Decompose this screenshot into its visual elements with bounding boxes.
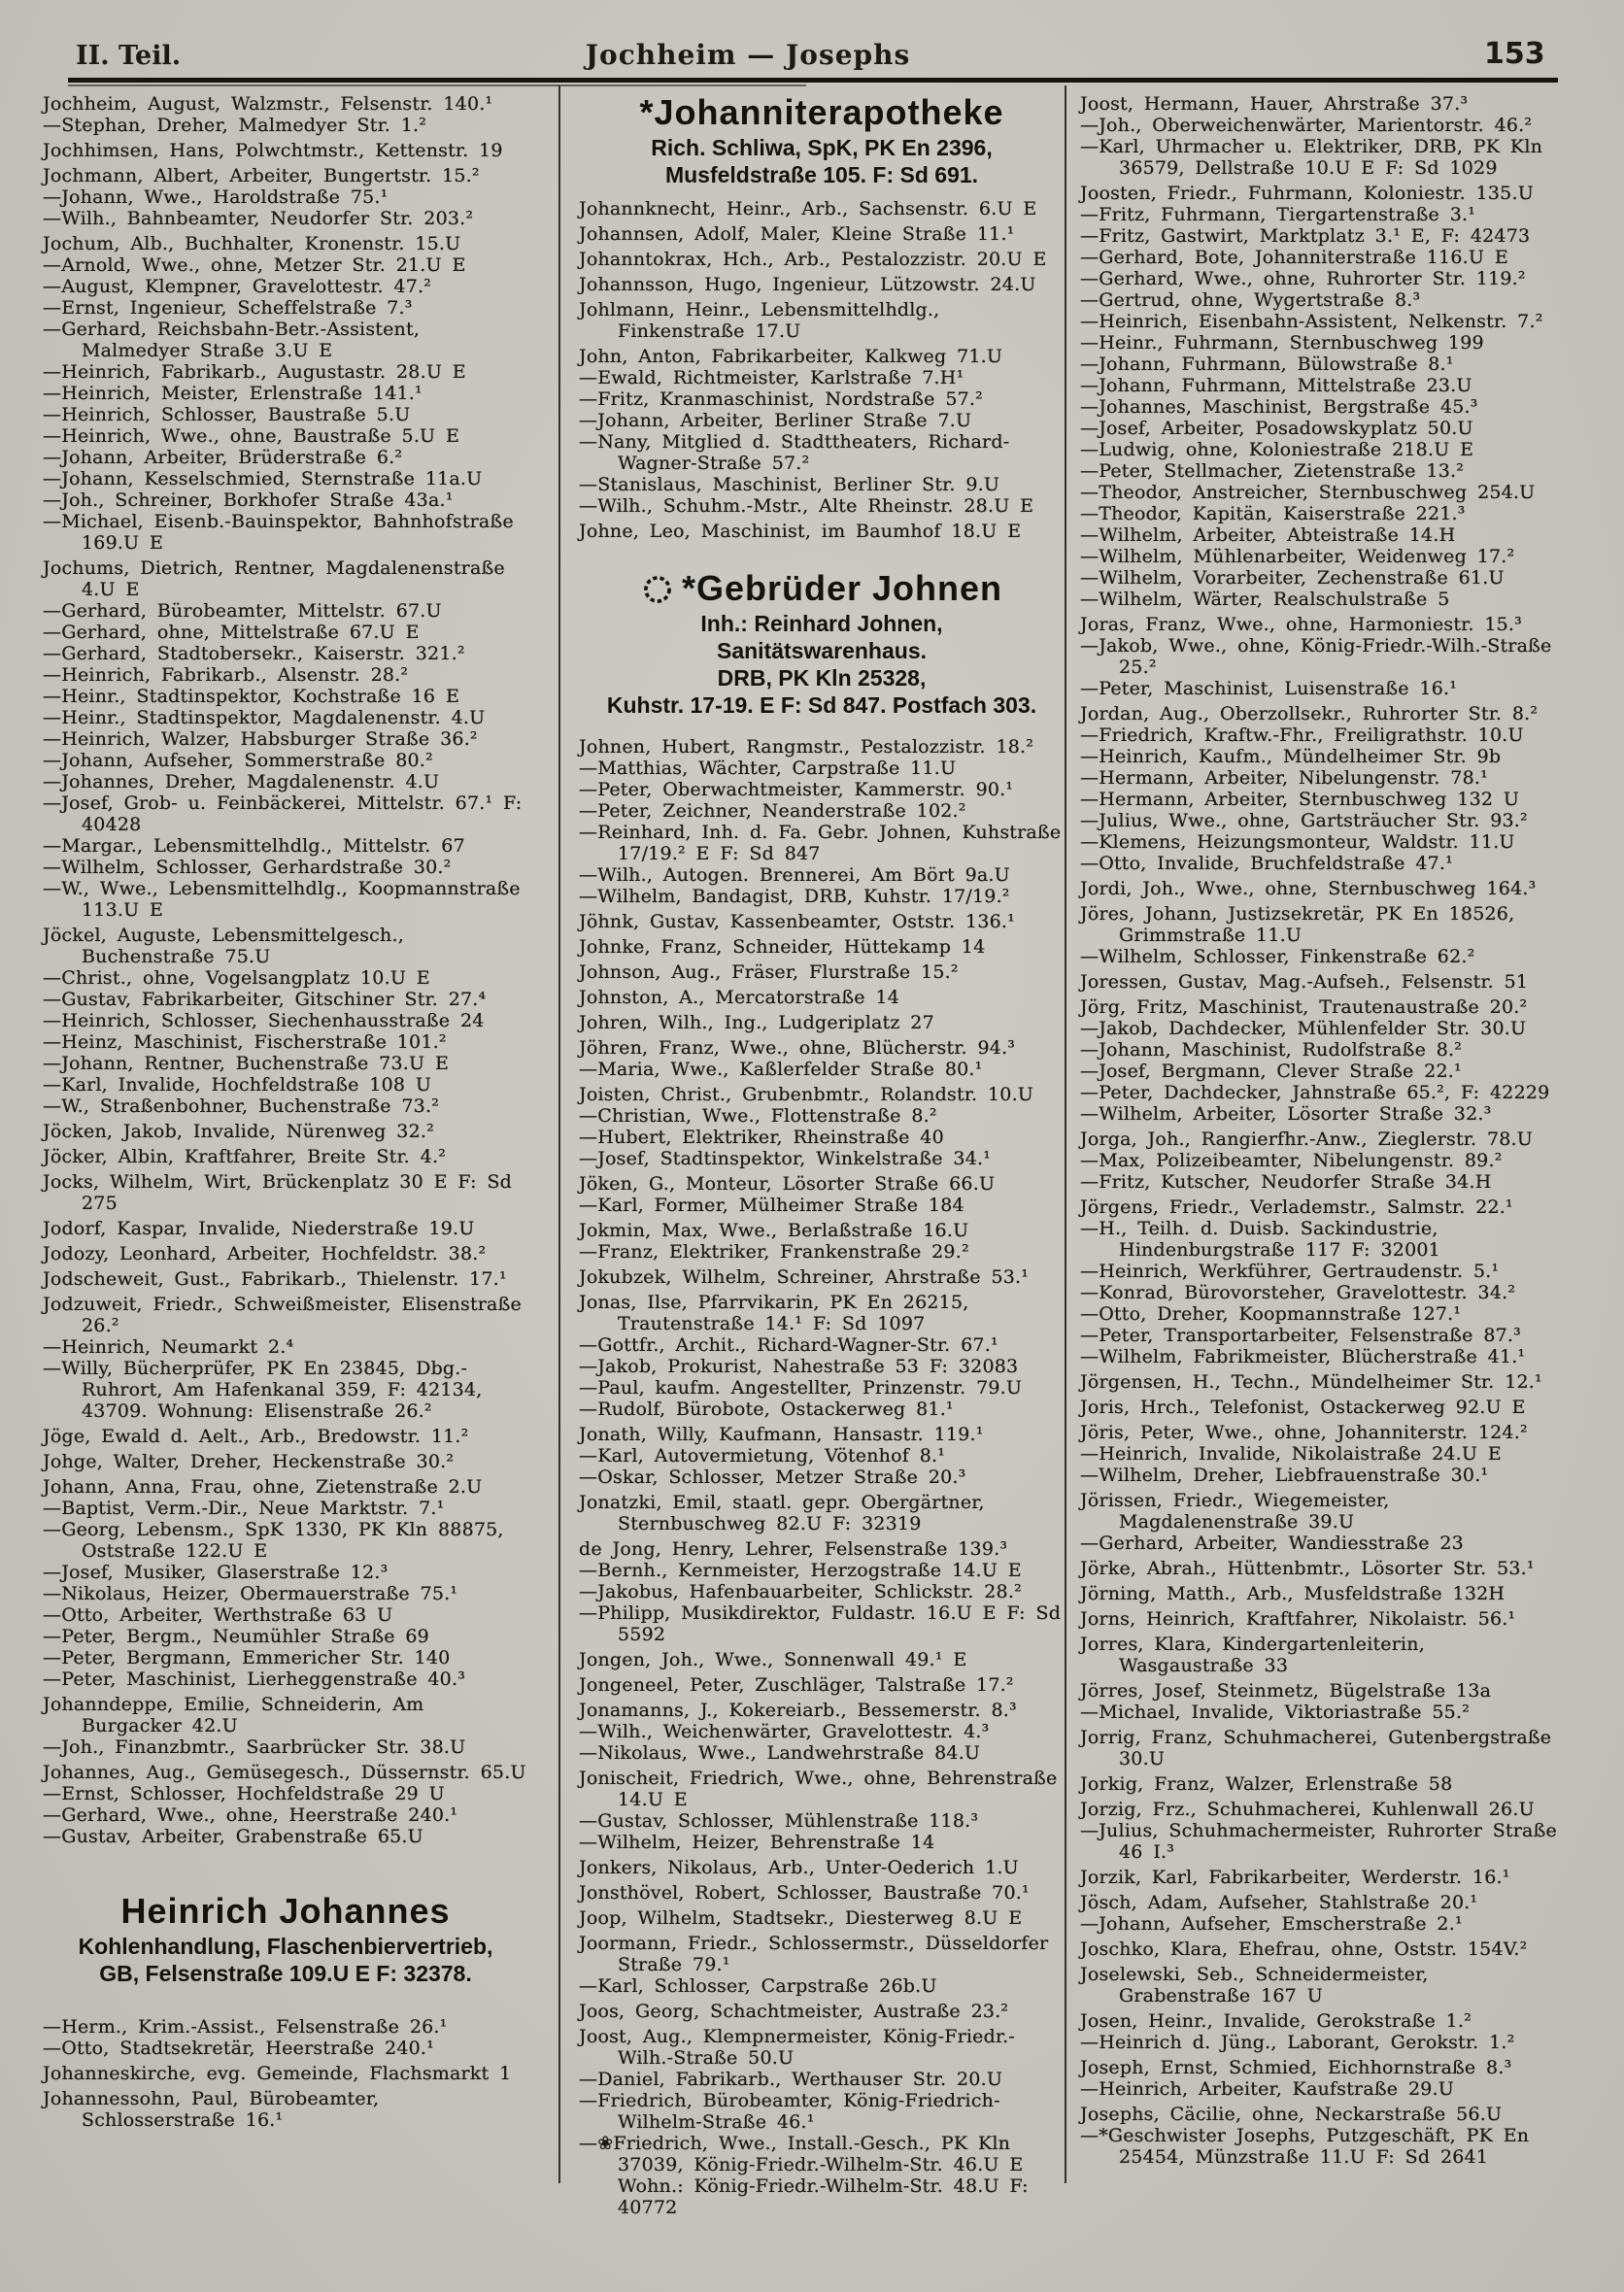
directory-entry: Joras, Franz, Wwe., ohne, Harmoniestr. 15.³ (1080, 614, 1522, 635)
directory-entry: —Josef, Musiker, Glaserstraße 12.³ (43, 1562, 389, 1583)
directory-entry: —Wilhelm, Heizer, Behrenstraße 14 (579, 1832, 935, 1853)
directory-entry: —Heinrich, Neumarkt 2.⁴ (43, 1336, 294, 1358)
directory-entry: —Fritz, Kranmaschinist, Nordstraße 57.² (579, 388, 983, 410)
directory-entry: —Josef, Stadtinspektor, Winkelstraße 34.¹ (579, 1148, 992, 1169)
directory-entry: —Wilhelm, Wärter, Realschulstraße 5 (1080, 589, 1450, 610)
page-section-label: II. Teil. (76, 41, 182, 71)
directory-entry: Jöris, Peter, Wwe., ohne, Johanniterstr. 124.² (1080, 1422, 1528, 1443)
directory-entry: —Heinrich, Invalide, Nikolaistraße 24.U E (1080, 1443, 1502, 1465)
directory-entry: —Wilhelm, Dreher, Liebfrauenstraße 30.¹ (1080, 1465, 1489, 1486)
directory-entry: —Johannes, Dreher, Magdalenenstr. 4.U (43, 771, 440, 792)
directory-entry: —Gerhard, Reichsbahn-Betr.-Assistent, Malmedyer Straße 3.U E (43, 319, 421, 361)
directory-entry: Johanneskirche, evg. Gemeinde, Flachsmarkt 1 (43, 2063, 512, 2084)
directory-entry: —Joh., Schreiner, Borkhofer Straße 43a.¹ (43, 489, 454, 511)
header-rule (68, 78, 1558, 83)
directory-entry: Jochmann, Albert, Arbeiter, Bungertstr. 15.² (43, 165, 480, 186)
directory-entry: Jöhnk, Gustav, Kassenbeamter, Oststr. 136.¹ (579, 911, 1015, 932)
ad-line: Sanitätswarenhaus. (716, 638, 928, 663)
directory-entry: —Heinr., Stadtinspektor, Magdalenenstr. 4.U (43, 707, 486, 728)
directory-entry: Jörgensen, H., Techn., Mündelheimer Str. 12.¹ (1080, 1371, 1542, 1393)
directory-entry: —Heinrich, Werkführer, Gertraudenstr. 5.¹ (1080, 1261, 1500, 1282)
column-divider-2 (1065, 85, 1066, 2183)
directory-entry: —Jakob, Prokurist, Nahestraße 53 F: 32083 (579, 1356, 1019, 1377)
directory-entry: Jonischeit, Friedrich, Wwe., ohne, Behrenstraße 14.U E (579, 1768, 1058, 1810)
directory-entry: —Julius, Wwe., ohne, Gartsträucher Str. 93.² (1080, 810, 1528, 831)
directory-entry: Johannsson, Hugo, Ingenieur, Lützowstr. 24.U (579, 274, 1036, 295)
directory-entry: —Heinrich, Kaufm., Mündelheimer Str. 9b (1080, 746, 1502, 767)
ad-line: *Gebrüder Johnen (579, 567, 1065, 610)
directory-entry: —Hermann, Arbeiter, Nibelungenstr. 78.¹ (1080, 767, 1488, 789)
directory-entry: —Margar., Lebensmittelhdlg., Mittelstr. 67 (43, 835, 465, 857)
directory-entry: Joris, Hrch., Telefonist, Ostackerweg 92.U E (1080, 1397, 1526, 1418)
directory-entry: —Gerhard, Bürobeamter, Mittelstr. 67.U (43, 600, 442, 622)
directory-entry: —Gottfr., Archit., Richard-Wagner-Str. 67.¹ (579, 1334, 998, 1356)
directory-entry: —Christian, Wwe., Flottenstraße 8.² (579, 1105, 937, 1127)
directory-entry: Jonsthövel, Robert, Schlosser, Baustraße 70.¹ (579, 1882, 1030, 1904)
column-2 (579, 89, 1065, 2218)
directory-entry: Jörning, Matth., Arb., Musfeldstraße 132H (1080, 1583, 1506, 1604)
directory-entry: —Peter, Maschinist, Lierheggenstraße 40.³ (43, 1668, 466, 1690)
directory-entry: Jodscheweit, Gust., Fabrikarb., Thielenstr. 17.¹ (43, 1268, 507, 1290)
directory-entry: Jongeneel, Peter, Zuschläger, Talstraße 17.² (579, 1674, 1014, 1696)
directory-entry: —Wilh., Autogen. Brennerei, Am Bört 9a.U (579, 864, 1010, 886)
directory-entry: —August, Klempner, Gravelottestr. 47.² (43, 276, 432, 297)
ad-heinrich-johannes (43, 1890, 528, 1987)
directory-entry: Jösch, Adam, Aufseher, Stahlstraße 20.¹ (1080, 1892, 1478, 1913)
ad-line: Kuhstr. 17-19. E F: Sd 847. Postfach 303. (606, 692, 1037, 718)
directory-entry: —Gerhard, Wwe., ohne, Heerstraße 240.¹ (43, 1804, 458, 1826)
directory-entry: —Philipp, Musikdirektor, Fuldastr. 16.U E F: Sd 5592 (579, 1602, 1062, 1645)
directory-entry: de Jong, Henry, Lehrer, Felsenstraße 139.³ (579, 1538, 1008, 1560)
directory-entry: —Peter, Maschinist, Luisenstraße 16.¹ (1080, 678, 1458, 699)
directory-entry: —Ludwig, ohne, Koloniestraße 218.U E (1080, 439, 1474, 460)
directory-entry: Johnke, Franz, Schneider, Hüttekamp 14 (579, 936, 986, 958)
directory-entry: —Wilhelm, Vorarbeiter, Zechenstraße 61.U (1080, 567, 1505, 589)
directory-entry: Jöres, Johann, Justizsekretär, PK En 18526, Grimmstraße 11.U (1080, 903, 1515, 946)
directory-entry: —Jakobus, Hafenbauarbeiter, Schlickstr. 28.² (579, 1581, 1022, 1602)
directory-entry: Joseph, Ernst, Schmied, Eichhornstraße 8.³ (1080, 2057, 1512, 2078)
directory-entry: —Hermann, Arbeiter, Sternbuschweg 132 U (1080, 789, 1520, 810)
directory-entry: Jöken, G., Monteur, Lösorter Straße 66.U (579, 1173, 996, 1195)
directory-entry: —Johannes, Maschinist, Bergstraße 45.³ (1080, 396, 1478, 418)
directory-entry: Jochheim, August, Walzmstr., Felsenstr. 140.¹ (43, 93, 493, 115)
directory-entry: —Peter, Zeichner, Neanderstraße 102.² (579, 800, 966, 822)
directory-entry: —Johann, Maschinist, Rudolfstraße 8.² (1080, 1039, 1463, 1061)
directory-entry: John, Anton, Fabrikarbeiter, Kalkweg 71.U (579, 346, 1003, 367)
directory-entry: —Wilh., Bahnbeamter, Neudorfer Str. 203.² (43, 208, 474, 229)
directory-entry: Jochum, Alb., Buchhalter, Kronenstr. 15.U (43, 233, 461, 254)
directory-entry: —Michael, Eisenb.-Bauinspektor, Bahnhofstraße 169.U E (43, 511, 514, 554)
directory-entry: —Otto, Dreher, Koopmannstraße 127.¹ (1080, 1303, 1462, 1325)
directory-entry: Jonkers, Nikolaus, Arb., Unter-Oederich 1.U (579, 1857, 1019, 1878)
ad-line: DRB, PK Kln 25328, (717, 665, 927, 691)
directory-entry: —Bernh., Kernmeister, Herzogstraße 14.U E (579, 1560, 1022, 1581)
directory-entry: Jodozy, Leonhard, Arbeiter, Hochfeldstr. 38.² (43, 1243, 487, 1264)
directory-entry: Jöhren, Franz, Wwe., ohne, Blücherstr. 94.³ (579, 1037, 1016, 1059)
directory-entry: —Gustav, Schlosser, Mühlenstraße 118.³ (579, 1810, 979, 1832)
directory-entry: —Jakob, Dachdecker, Mühlenfelder Str. 30.U (1080, 1018, 1527, 1039)
directory-entry: Jonamanns, J., Kokereiarb., Bessemerstr. 8.³ (579, 1700, 1017, 1721)
directory-entry: —Wilhelm, Schlosser, Gerhardstraße 30.² (43, 857, 452, 878)
directory-entry: —Wilhelm, Arbeiter, Lösorter Straße 32.³ (1080, 1103, 1492, 1125)
directory-entry: —Gerhard, Arbeiter, Wandiesstraße 23 (1080, 1533, 1464, 1554)
directory-entry: —Josef, Bergmann, Clever Straße 22.¹ (1080, 1061, 1462, 1082)
directory-entry: Johannknecht, Heinr., Arb., Sachsenstr. 6.U E (579, 198, 1037, 219)
directory-entry: —Joh., Oberweichenwärter, Marientorstr. 46.² (1080, 115, 1533, 136)
directory-entry: Jöcker, Albin, Kraftfahrer, Breite Str. 4.² (43, 1146, 447, 1167)
directory-entry: Johlmann, Heinr., Lebensmittelhdlg., Finkenstraße 17.U (579, 299, 940, 342)
directory-entry: —Johann, Fuhrmann, Bülowstraße 8.¹ (1080, 354, 1454, 375)
directory-entry: —Arnold, Wwe., ohne, Metzer Str. 21.U E (43, 254, 466, 276)
directory-entry: —W., Straßenbohner, Buchenstraße 73.² (43, 1095, 440, 1117)
directory-entry: Jöckel, Auguste, Lebensmittelgesch., Buchenstraße 75.U (43, 925, 404, 967)
directory-entry: —Konrad, Bürovorsteher, Gravelottestr. 34.² (1080, 1282, 1516, 1303)
directory-entry: Josen, Heinr., Invalide, Gerokstraße 1.² (1080, 2010, 1472, 2032)
directory-entry: —Johann, Arbeiter, Brüderstraße 6.² (43, 447, 403, 468)
directory-entry: —Herm., Krim.-Assist., Felsenstraße 26.¹ (43, 2016, 448, 2038)
directory-entry: Jodorf, Kaspar, Invalide, Niederstraße 19.U (43, 1218, 475, 1239)
directory-entry: —Heinrich, Fabrikarb., Augustastr. 28.U E (43, 361, 466, 383)
ad-gebrueder-johnen (579, 567, 1065, 719)
directory-entry: —Nany, Mitglied d. Stadttheaters, Richard-Wagner-Straße 57.² (579, 431, 1010, 474)
directory-entry: —Gerhard, Wwe., ohne, Ruhrorter Str. 119.² (1080, 268, 1526, 289)
directory-entry: —Fritz, Kutscher, Neudorfer Straße 34.H (1080, 1171, 1492, 1193)
directory-entry: Johann, Anna, Frau, ohne, Zietenstraße 2.U (43, 1476, 483, 1498)
directory-entry: Joormann, Friedr., Schlossermstr., Düsseldorfer Straße 79.¹ (579, 1933, 1049, 1975)
directory-entry: —Heinrich, Schlosser, Baustraße 5.U (43, 404, 411, 425)
directory-entry: —Otto, Arbeiter, Werthstraße 63 U (43, 1604, 393, 1626)
directory-entry: Jokmin, Max, Wwe., Berlaßstraße 16.U (579, 1220, 969, 1241)
directory-entry: Joselewski, Seb., Schneidermeister, Grabenstraße 167 U (1080, 1964, 1429, 2006)
directory-entry: —Gerhard, Bote, Johanniterstraße 116.U E (1080, 247, 1508, 268)
directory-entry: —*Geschwister Josephs, Putzgeschäft, PK En 25454, Münzstraße 11.U F: Sd 2641 (1080, 2125, 1530, 2168)
directory-entry: —Michael, Invalide, Viktoriastraße 55.² (1080, 1702, 1471, 1723)
directory-entry: —Peter, Oberwachtmeister, Kammerstr. 90.¹ (579, 779, 1014, 800)
directory-entry: —Nikolaus, Wwe., Landwehrstraße 84.U (579, 1742, 981, 1764)
directory-entry: —Klemens, Heizungsmonteur, Waldstr. 11.U (1080, 831, 1515, 853)
ad-line: Kohlenhandlung, Flaschenbiervertrieb, (78, 1934, 493, 1959)
directory-entry: Johne, Leo, Maschinist, im Baumhof 18.U E (579, 521, 1022, 542)
directory-entry: Jochums, Dietrich, Rentner, Magdalenenstraße 4.U E (43, 557, 505, 600)
directory-entry: Jorzik, Karl, Fabrikarbeiter, Werderstr. 16.¹ (1080, 1867, 1510, 1888)
directory-entry: —Willy, Bücherprüfer, PK En 23845, Dbg.-Ruhrort, Am Hafenkanal 359, F: 42134, 43709. Wohnung: Elisenstraße 26.² (43, 1358, 483, 1422)
directory-entry: —Otto, Invalide, Bruchfeldstraße 47.¹ (1080, 853, 1453, 874)
directory-entry: —Stephan, Dreher, Malmedyer Str. 1.² (43, 115, 427, 136)
ad-line: GB, Felsenstraße 109.U E F: 32378. (99, 1961, 472, 1986)
ad-line: Heinrich Johannes (120, 1891, 451, 1931)
directory-entry: —Gustav, Fabrikarbeiter, Gitschiner Str. 27.⁴ (43, 989, 487, 1010)
directory-entry: —Theodor, Anstreicher, Sternbuschweg 254.U (1080, 482, 1536, 503)
directory-entry: Jodzuweit, Friedr., Schweißmeister, Elisenstraße 26.² (43, 1294, 522, 1336)
directory-entry: —Wilhelm, Fabrikmeister, Blücherstraße 41.¹ (1080, 1346, 1526, 1367)
page-title: Jochheim — Josephs (585, 39, 911, 71)
directory-entry: Jöge, Ewald d. Aelt., Arb., Bredowstr. 11.² (43, 1426, 469, 1447)
directory-entry: —Paul, kaufm. Angestellter, Prinzenstr. 79.U (579, 1377, 1023, 1399)
directory-entry: Josephs, Cäcilie, ohne, Neckarstraße 56.U (1080, 2104, 1503, 2125)
directory-entry: —Ernst, Ingenieur, Scheffelstraße 7.³ (43, 297, 413, 319)
ad-line: *Johanniterapotheke (639, 92, 1004, 132)
directory-entry: Joisten, Christ., Grubenbmtr., Rolandstr. 10.U (579, 1084, 1034, 1105)
directory-entry: —Wilhelm, Schlosser, Finkenstraße 62.² (1080, 946, 1475, 967)
directory-entry: —Max, Polizeibeamter, Nibelungenstr. 89.² (1080, 1150, 1503, 1171)
directory-entry: —Rudolf, Bürobote, Ostackerweg 81.¹ (579, 1399, 954, 1420)
directory-entry: Jörres, Josef, Steinmetz, Bügelstraße 13a (1080, 1680, 1492, 1702)
directory-entry: —Friedrich, Kraftw.-Fhr., Freiligrathstr. 10.U (1080, 725, 1524, 746)
column-3 (1080, 89, 1566, 2168)
directory-entry: Jonatzki, Emil, staatl. gepr. Obergärtner, Sternbuschweg 82.U F: 32319 (579, 1492, 985, 1534)
directory-entry: —Gerhard, ohne, Mittelstraße 67.U E (43, 622, 420, 643)
directory-entry: Jorga, Joh., Rangierfhr.-Anw., Zieglerstr. 78.U (1080, 1129, 1533, 1150)
page-number: 153 (1484, 37, 1545, 71)
directory-entry: —❀Friedrich, Wwe., Install.-Gesch., PK Kln 37039, König-Friedr.-Wilhelm-Str. 46.U E Wohn.: König-Friedr.-Wilhelm-Str. 48.U F: 40772 (579, 2133, 1029, 2218)
directory-entry: Joressen, Gustav, Mag.-Aufseh., Felsenstr. 51 (1080, 971, 1529, 993)
directory-entry: Joosten, Friedr., Fuhrmann, Koloniestr. 135.U (1080, 183, 1534, 204)
directory-entry: —Stanislaus, Maschinist, Berliner Str. 9.U (579, 474, 1000, 495)
directory-entry: —Karl, Former, Mülheimer Straße 184 (579, 1195, 964, 1216)
directory-entry: —Karl, Schlosser, Carpstraße 26b.U (579, 1975, 937, 1997)
directory-entry: —Joh., Finanzbmtr., Saarbrücker Str. 38.U (43, 1736, 466, 1758)
directory-entry: —Baptist, Verm.-Dir., Neue Marktstr. 7.¹ (43, 1498, 445, 1519)
directory-entry: Joos, Georg, Schachtmeister, Austraße 23.² (579, 2001, 1009, 2022)
directory-entry: Jorzig, Frz., Schuhmacherei, Kuhlenwall 26.U (1080, 1799, 1535, 1820)
directory-entry: —H., Teilh. d. Duisb. Sackindustrie, Hindenburgstraße 117 F: 32001 (1080, 1218, 1440, 1261)
directory-entry: —Peter, Dachdecker, Jahnstraße 65.², F: 42229 (1080, 1082, 1550, 1103)
directory-entry: —Peter, Stellmacher, Zietenstraße 13.² (1080, 460, 1465, 482)
directory-entry: —Maria, Wwe., Kaßlerfelder Straße 80.¹ (579, 1059, 983, 1080)
directory-entry: Jörke, Abrah., Hüttenbmtr., Lösorter Str. 53.¹ (1080, 1558, 1535, 1579)
directory-entry: —Heinrich, Walzer, Habsburger Straße 36.² (43, 728, 478, 750)
directory-entry: —Reinhard, Inh. d. Fa. Gebr. Johnen, Kuhstraße 17/19.² E F: Sd 847 (579, 822, 1062, 864)
directory-entry: —Gustav, Arbeiter, Grabenstraße 65.U (43, 1826, 423, 1847)
directory-entry: —Franz, Elektriker, Frankenstraße 29.² (579, 1241, 969, 1263)
ad-line: Musfeldstraße 105. F: Sd 691. (664, 162, 979, 187)
directory-entry: Jorns, Heinrich, Kraftfahrer, Nikolaistr. 56.¹ (1080, 1608, 1516, 1630)
directory-entry: —Johann, Aufseher, Emscherstraße 2.¹ (1080, 1913, 1463, 1935)
directory-entry: —Johann, Rentner, Buchenstraße 73.U E (43, 1053, 450, 1074)
wreath-icon (641, 573, 674, 606)
directory-entry: —Otto, Stadtsekretär, Heerstraße 240.¹ (43, 2038, 434, 2059)
directory-entry: Johannessohn, Paul, Bürobeamter, Schlosserstraße 16.¹ (43, 2088, 380, 2131)
directory-entry: Joop, Wilhelm, Stadtsekr., Diesterweg 8.U E (579, 1907, 1023, 1929)
directory-entry: —Peter, Bergmann, Emmericher Str. 140 (43, 1647, 451, 1668)
directory-entry: —Heinrich, Meister, Erlenstraße 141.¹ (43, 383, 423, 404)
directory-entry: Jocks, Wilhelm, Wirt, Brückenplatz 30 E F: Sd 275 (43, 1171, 513, 1214)
directory-entry: —Johann, Aufseher, Sommerstraße 80.² (43, 750, 433, 771)
directory-entry: Jonas, Ilse, Pfarrvikarin, PK En 26215, Trautenstraße 14.¹ F: Sd 1097 (579, 1292, 969, 1334)
directory-entry: —Fritz, Gastwirt, Marktplatz 3.¹ E, F: 42473 (1080, 225, 1531, 247)
directory-entry: Joschko, Klara, Ehefrau, ohne, Oststr. 154V.² (1080, 1938, 1528, 1960)
directory-entry: Joost, Hermann, Hauer, Ahrstraße 37.³ (1080, 93, 1469, 115)
directory-entry: —Peter, Bergm., Neumühler Straße 69 (43, 1626, 429, 1647)
directory-entry: —Heinz, Maschinist, Fischerstraße 101.² (43, 1031, 447, 1053)
directory-entry: —Heinr., Fuhrmann, Sternbuschweg 199 (1080, 332, 1484, 354)
directory-entry: Jorres, Klara, Kindergartenleiterin, Wasgaustraße 33 (1080, 1634, 1425, 1676)
directory-entry: Jongen, Joh., Wwe., Sonnenwall 49.¹ E (579, 1649, 967, 1670)
directory-entry: —Karl, Autovermietung, Vötenhof 8.¹ (579, 1445, 946, 1466)
directory-entry: —Johann, Arbeiter, Berliner Straße 7.U (579, 410, 972, 431)
directory-entry: Jörg, Fritz, Maschinist, Trautenaustraße 20.² (1080, 996, 1528, 1018)
directory-entry: Johanndeppe, Emilie, Schneiderin, Am Burgacker 42.U (43, 1694, 424, 1736)
directory-entry: —Gerhard, Stadtobersekr., Kaiserstr. 321.² (43, 643, 465, 664)
directory-entry: Johnen, Hubert, Rangmstr., Pestalozzistr. 18.² (579, 736, 1034, 758)
directory-entry: —Heinrich, Wwe., ohne, Baustraße 5.U E (43, 425, 460, 447)
directory-entry: Jordan, Aug., Oberzollsekr., Ruhrorter Str. 8.² (1080, 703, 1539, 725)
directory-entry: —Wilhelm, Mühlenarbeiter, Weidenweg 17.² (1080, 546, 1515, 567)
directory-entry: —Heinrich, Eisenbahn-Assistent, Nelkenstr. 7.² (1080, 311, 1543, 332)
directory-entry: —Georg, Lebensm., SpK 1330, PK Kln 88875, Oststraße 122.U E (43, 1519, 504, 1562)
directory-entry: —Josef, Arbeiter, Posadowskyplatz 50.U (1080, 418, 1473, 439)
directory-entry: —Friedrich, Bürobeamter, König-Friedrich-Wilhelm-Straße 46.¹ (579, 2090, 1000, 2133)
directory-entry: —Ernst, Schlosser, Hochfeldstraße 29 U (43, 1783, 445, 1804)
directory-entry: —Theodor, Kapitän, Kaiserstraße 221.³ (1080, 503, 1466, 524)
directory-entry: Johnston, A., Mercatorstraße 14 (579, 987, 900, 1008)
directory-entry: Jörissen, Friedr., Wiegemeister, Magdalenenstraße 39.U (1080, 1490, 1390, 1533)
directory-entry: —Wilh., Weichenwärter, Gravelottestr. 4.³ (579, 1721, 990, 1742)
directory-entry: —Fritz, Fuhrmann, Tiergartenstraße 3.¹ (1080, 204, 1476, 225)
directory-entry: Jorrig, Franz, Schuhmacherei, Gutenbergstraße 30.U (1080, 1727, 1552, 1770)
directory-entry: Johannes, Aug., Gemüsegesch., Düssernstr. 65.U (43, 1762, 526, 1783)
directory-entry: —Johann, Fuhrmann, Mittelstraße 23.U (1080, 375, 1472, 396)
directory-entry: —Julius, Schuhmachermeister, Ruhrorter Straße 46 I.³ (1080, 1820, 1557, 1863)
directory-entry: Johannsen, Adolf, Maler, Kleine Straße 11.¹ (579, 223, 1015, 245)
directory-entry: —Johann, Kesselschmied, Sternstraße 11a.U (43, 468, 483, 489)
directory-entry: Jörgens, Friedr., Verlademstr., Salmstr. 22.¹ (1080, 1197, 1513, 1218)
directory-entry: Jokubzek, Wilhelm, Schreiner, Ahrstraße 53.¹ (579, 1266, 1030, 1288)
directory-entry: —Heinrich, Arbeiter, Kaufstraße 29.U (1080, 2078, 1454, 2100)
ad-line: Inh.: Reinhard Johnen, (700, 611, 943, 636)
directory-entry: —Daniel, Fabrikarb., Werthauser Str. 20.U (579, 2069, 1003, 2090)
directory-entry: —Heinr., Stadtinspektor, Kochstraße 16 E (43, 686, 460, 707)
directory-entry: —Oskar, Schlosser, Metzer Straße 20.³ (579, 1466, 966, 1488)
directory-entry: —Johann, Wwe., Haroldstraße 75.¹ (43, 186, 389, 208)
ad-line: Rich. Schliwa, SpK, PK En 2396, (651, 135, 993, 160)
directory-entry: —W., Wwe., Lebensmittelhdlg., Koopmannstraße 113.U E (43, 878, 521, 921)
column-divider-1 (558, 85, 560, 2183)
directory-entry: —Karl, Invalide, Hochfeldstraße 108 U (43, 1074, 432, 1095)
directory-entry: —Josef, Grob- u. Feinbäckerei, Mittelstr. 67.¹ F: 40428 (43, 792, 523, 835)
directory-entry: Jochhimsen, Hans, Polwchtmstr., Kettenstr. 19 (43, 140, 503, 161)
directory-entry: —Heinrich, Schlosser, Siechenhausstraße 24 (43, 1010, 485, 1031)
directory-entry: —Jakob, Wwe., ohne, König-Friedr.-Wilh.-Straße 25.² (1080, 635, 1552, 678)
header-rule-secondary (68, 84, 806, 86)
column-1 (43, 89, 528, 2131)
directory-entry: Jöcken, Jakob, Invalide, Nürenweg 32.² (43, 1121, 434, 1142)
directory-entry: —Gertrud, ohne, Wygertstraße 8.³ (1080, 289, 1421, 311)
directory-entry: —Wilhelm, Arbeiter, Abteistraße 14.H (1080, 524, 1456, 546)
directory-entry: —Matthias, Wächter, Carpstraße 11.U (579, 758, 957, 779)
directory-entry: —Karl, Uhrmacher u. Elektriker, DRB, PK Kln 36579, Dellstraße 10.U E F: Sd 1029 (1080, 136, 1543, 179)
directory-entry: —Wilh., Schuhm.-Mstr., Alte Rheinstr. 28.U E (579, 495, 1034, 517)
directory-entry: Johanntokrax, Hch., Arb., Pestalozzistr. 20.U E (579, 249, 1047, 270)
directory-entry: Jordi, Joh., Wwe., ohne, Sternbuschweg 164.³ (1080, 878, 1537, 899)
directory-entry: —Hubert, Elektriker, Rheinstraße 40 (579, 1127, 944, 1148)
directory-entry: Jorkig, Franz, Walzer, Erlenstraße 58 (1080, 1773, 1453, 1795)
directory-entry: —Heinrich, Fabrikarb., Alsenstr. 28.² (43, 664, 409, 686)
directory-entry: —Heinrich d. Jüng., Laborant, Gerokstr. 1.² (1080, 2032, 1515, 2053)
directory-entry: —Ewald, Richtmeister, Karlstraße 7.H¹ (579, 367, 964, 388)
directory-entry: Jonath, Willy, Kaufmann, Hansastr. 119.¹ (579, 1424, 984, 1445)
directory-entry: —Peter, Transportarbeiter, Felsenstraße 87.³ (1080, 1325, 1521, 1346)
directory-entry: —Christ., ohne, Vogelsangplatz 10.U E (43, 967, 430, 989)
directory-entry: Joost, Aug., Klempnermeister, König-Friedr.-Wilh.-Straße 50.U (579, 2026, 1016, 2069)
directory-entry: Johge, Walter, Dreher, Heckenstraße 30.² (43, 1451, 455, 1472)
directory-entry: —Wilhelm, Bandagist, DRB, Kuhstr. 17/19.² (579, 886, 1010, 907)
directory-entry: Johnson, Aug., Fräser, Flurstraße 15.² (579, 961, 959, 983)
directory-entry: Johren, Wilh., Ing., Ludgeriplatz 27 (579, 1012, 934, 1033)
directory-entry: —Nikolaus, Heizer, Obermauerstraße 75.¹ (43, 1583, 458, 1604)
ad-johanniterapotheke (579, 91, 1065, 188)
